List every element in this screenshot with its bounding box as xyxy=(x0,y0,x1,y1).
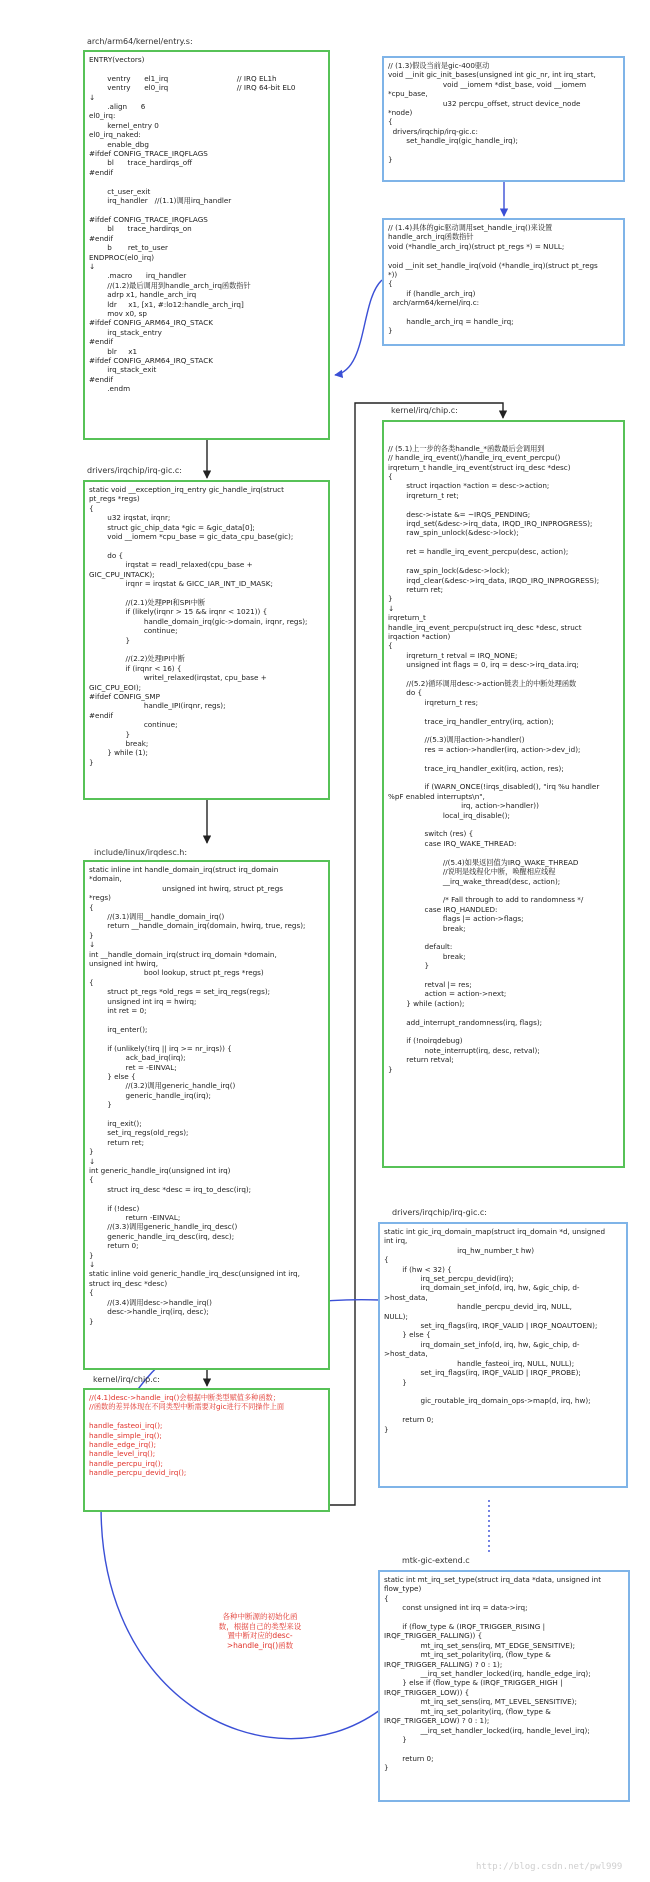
file-label-gic-map: drivers/irqchip/irq-gic.c: xyxy=(392,1208,487,1217)
code-box-mtk xyxy=(378,1570,630,1802)
code-box-set-handle xyxy=(382,218,625,346)
code-box-chip-big xyxy=(382,420,625,1168)
code-box-gic-map xyxy=(378,1222,628,1488)
code-chip-big: // (5.1)上一步的各类handle_*函数最后会调用到 // handle_irq_event()/handle_irq_event_percpu() irqreturn_t handle_irq_event(struct irq_desc *desc) { struct irqaction *action = desc->action; irqreturn_t ret; desc->istate &= ~IRQS_PENDING; irqd_set(&desc->irq_data, IRQD_IRQ_INPROGRESS); raw_spin_unlock(&desc->lock); ret = handle_irq_event_percpu(desc, action); raw_spin_lock(&desc->lock); irqd_clear(&desc->irq_data, IRQD_IRQ_INPROGRESS); return ret; } ↓ irqreturn_t handle_irq_event_percpu(struct irq_desc *desc, struct irqaction *action) { irqreturn_t retval = IRQ_NONE; unsigned int flags = 0, irq = desc->irq_data.irq; //(5.2)循环调用desc->action链表上的中断处理函数 do { irqreturn_t res; trace_irq_handler_entry(irq, action); //(5.3)调用action->handler() res = action->handler(irq, action->dev_id); trace_irq_handler_exit(irq, action, res); if (WARN_ONCE(!irqs_disabled(), "irq %u handler %pF enabled interrupts\n", irq, action->handler)) local_irq_disable(); switch (res) { case IRQ_WAKE_THREAD: //(5.4)如果返回值为IRQ_WAKE_THREAD //说明是线程化中断，唤醒相应线程 __irq_wake_thread(desc, action); /* Fall through to add to randomness */ case IRQ_HANDLED: flags |= action->flags; break; default: break; } retval |= res; action = action->next; } while (action); add_interrupt_randomness(irq, flags); if (!noirqdebug) note_interrupt(irq, desc, retval); return retval; } xyxy=(388,443,600,1074)
code-box-gic-init xyxy=(382,56,625,182)
watermark: http://blog.csdn.net/pwl999 xyxy=(476,1862,623,1872)
code-mtk: static int mt_irq_set_type(struct irq_data *data, unsigned int flow_type) { const unsigned int irq = data->irq; if (flow_type & (IRQF_TRIGGER_RISING | IRQF_TRIGGER_FALLING)) { mt_irq_set_sens(irq, MT_EDGE_SENSITIVE); mt_irq_set_polarity(irq, (flow_type & IRQF_TRIGGER_FALLING) ? 0 : 1); __irq_set_handler_locked(irq, handle_edge_irq); } else if (flow_type & (IRQF_TRIGGER_HIGH | IRQF_TRIGGER_LOW)) { mt_irq_set_sens(irq, MT_LEVEL_SENSITIVE); mt_irq_set_polarity(irq, (flow_type & IRQF_TRIGGER_LOW) ? 0 : 1); __irq_set_handler_locked(irq, handle_level_irq); } return 0; } xyxy=(384,1575,602,1773)
code-entry: ENTRY(vectors) ventry el1_irq // IRQ EL1h ventry el0_irq // IRQ 64-bit EL0 ↓ .align 6 el0_irq: kernel_entry 0 el0_irq_naked: enable_dbg #ifdef CONFIG_TRACE_IRQFLAGS bl trace_hardirqs_off #endif ct_user_exit irq_handler //(1.1)调用irq_handler #ifdef CONFIG_TRACE_IRQFLAGS bl trace_hardirqs_on #endif b ret_to_user ENDPROC(el0_irq) ↓ .macro irq_handler //(1.2)最后调用到handle_arch_irq函数指针 adrp x1, handle_arch_irq ldr x1, [x1, #:lo12:handle_arch_irq] mov x0, sp #ifdef CONFIG_ARM64_IRQ_STACK irq_stack_entry #endif blr x1 #ifdef CONFIG_ARM64_IRQ_STACK irq_stack_exit #endif .endm xyxy=(89,55,296,394)
file-label-entry: arch/arm64/kernel/entry.s: xyxy=(87,37,193,46)
curve-set-handle-to-entry xyxy=(335,280,382,375)
code-irqdesc: static inline int handle_domain_irq(struct irq_domain *domain, unsigned int hwirq, struct pt_regs *regs) { //(3.1)调用__handle_domain_irq() return __handle_domain_irq(domain, hwirq, true, regs); } ↓ int __handle_domain_irq(struct irq_domain *domain, unsigned int hwirq, bool lookup, struct pt_regs *regs) { struct pt_regs *old_regs = set_irq_regs(regs); unsigned int irq = hwirq; int ret = 0; irq_enter(); if (unlikely(!irq || irq >= nr_irqs)) { ack_bad_irq(irq); ret = -EINVAL; } else { //(3.2)调用generic_handle_irq() generic_handle_irq(irq); } irq_exit(); set_irq_regs(old_regs); return ret; } ↓ int generic_handle_irq(unsigned int irq) { struct irq_desc *desc = irq_to_desc(irq); if (!desc) return -EINVAL; //(3.3)调用generic_handle_irq_desc() generic_handle_irq_desc(irq, desc); return 0; } ↓ static inline void generic_handle_irq_desc(unsigned int irq, struct irq_desc *desc) { //(3.4)调用desc->handle_irq() desc->handle_irq(irq, desc); } xyxy=(89,865,306,1326)
file-label-gic-handle: drivers/irqchip/irq-gic.c: xyxy=(87,466,182,475)
code-box-irqdesc xyxy=(83,860,330,1370)
code-gic-map: static int gic_irq_domain_map(struct irq_domain *d, unsigned int irq, irq_hw_number_t hw) { if (hw < 32) { irq_set_percpu_devid(irq); irq_domain_set_info(d, irq, hw, &gic_chip, d- >host_data, handle_percpu_devid_irq, NULL, NULL); set_irq_flags(irq, IRQF_VALID | IRQF_NOAUTOEN); } else { irq_domain_set_info(d, irq, hw, &gic_chip, d- >host_data, handle_fasteoi_irq, NULL, NULL); set_irq_flags(irq, IRQF_VALID | IRQF_PROBE); } gic_routable_irq_domain_ops->map(d, irq, hw); return 0; } xyxy=(384,1227,606,1434)
code-chip-small: //(4.1)desc->handle_irq()会根据中断类型赋值多种函数； //函数的差异体现在不同类型中断需要对gic进行不同操作上面 handle_fasteoi_irq(); handle_simple_irq(); handle_edge_irq(); handle_level_irq(); handle_percpu_irq(); handle_percpu_devid_irq(); xyxy=(89,1393,285,1478)
annotation-note: 各种中断源的初始化函 数，根据自己的类型来设 置中断对应的desc- >handle_irq()函数 xyxy=(218,1612,302,1650)
code-gic-handle: static void __exception_irq_entry gic_handle_irq(struct pt_regs *regs) { u32 irqstat, irqnr; struct gic_chip_data *gic = &gic_data[0]; void __iomem *cpu_base = gic_data_cpu_base(gic); do { irqstat = readl_relaxed(cpu_base + GIC_CPU_INTACK); irqnr = irqstat & GICC_IAR_INT_ID_MASK; //(2.1)处理PPI和SPI中断 if (likely(irqnr > 15 && irqnr < 1021)) { handle_domain_irq(gic->domain, irqnr, regs); continue; } //(2.2)处理IPI中断 if (irqnr < 16) { writel_relaxed(irqstat, cpu_base + GIC_CPU_EOI); #ifdef CONFIG_SMP handle_IPI(irqnr, regs); #endif continue; } break; } while (1); } xyxy=(89,485,308,767)
file-label-chip-small: kernel/irq/chip.c: xyxy=(93,1375,160,1384)
file-label-irqdesc: include/linux/irqdesc.h: xyxy=(94,848,188,857)
code-box-chip-small xyxy=(83,1388,330,1512)
code-set-handle: // (1.4)具体的gic驱动调用set_handle_irq()来设置 handle_arch_irq函数指针 void (*handle_arch_irq)(struct pt_regs *) = NULL; void __init set_handle_irq(void (*handle_irq)(struct pt_regs *)) { if (handle_arch_irq) arch/arm64/kernel/irq.c: handle_arch_irq = handle_irq; } xyxy=(388,223,598,336)
code-box-entry xyxy=(83,50,330,440)
file-label-chip-big: kernel/irq/chip.c: xyxy=(391,406,458,415)
code-box-gic-handle xyxy=(83,480,330,800)
file-label-mtk: mtk-gic-extend.c xyxy=(402,1556,470,1565)
code-gic-init: // (1.3)假设当前是gic-400驱动 void __init gic_init_bases(unsigned int gic_nr, int irq_start, void __iomem *dist_base, void __iomem *cpu_base, u32 percpu_offset, struct device_node *node) { drivers/irqchip/irq-gic.c: set_handle_irq(gic_handle_irq); } xyxy=(388,61,596,165)
